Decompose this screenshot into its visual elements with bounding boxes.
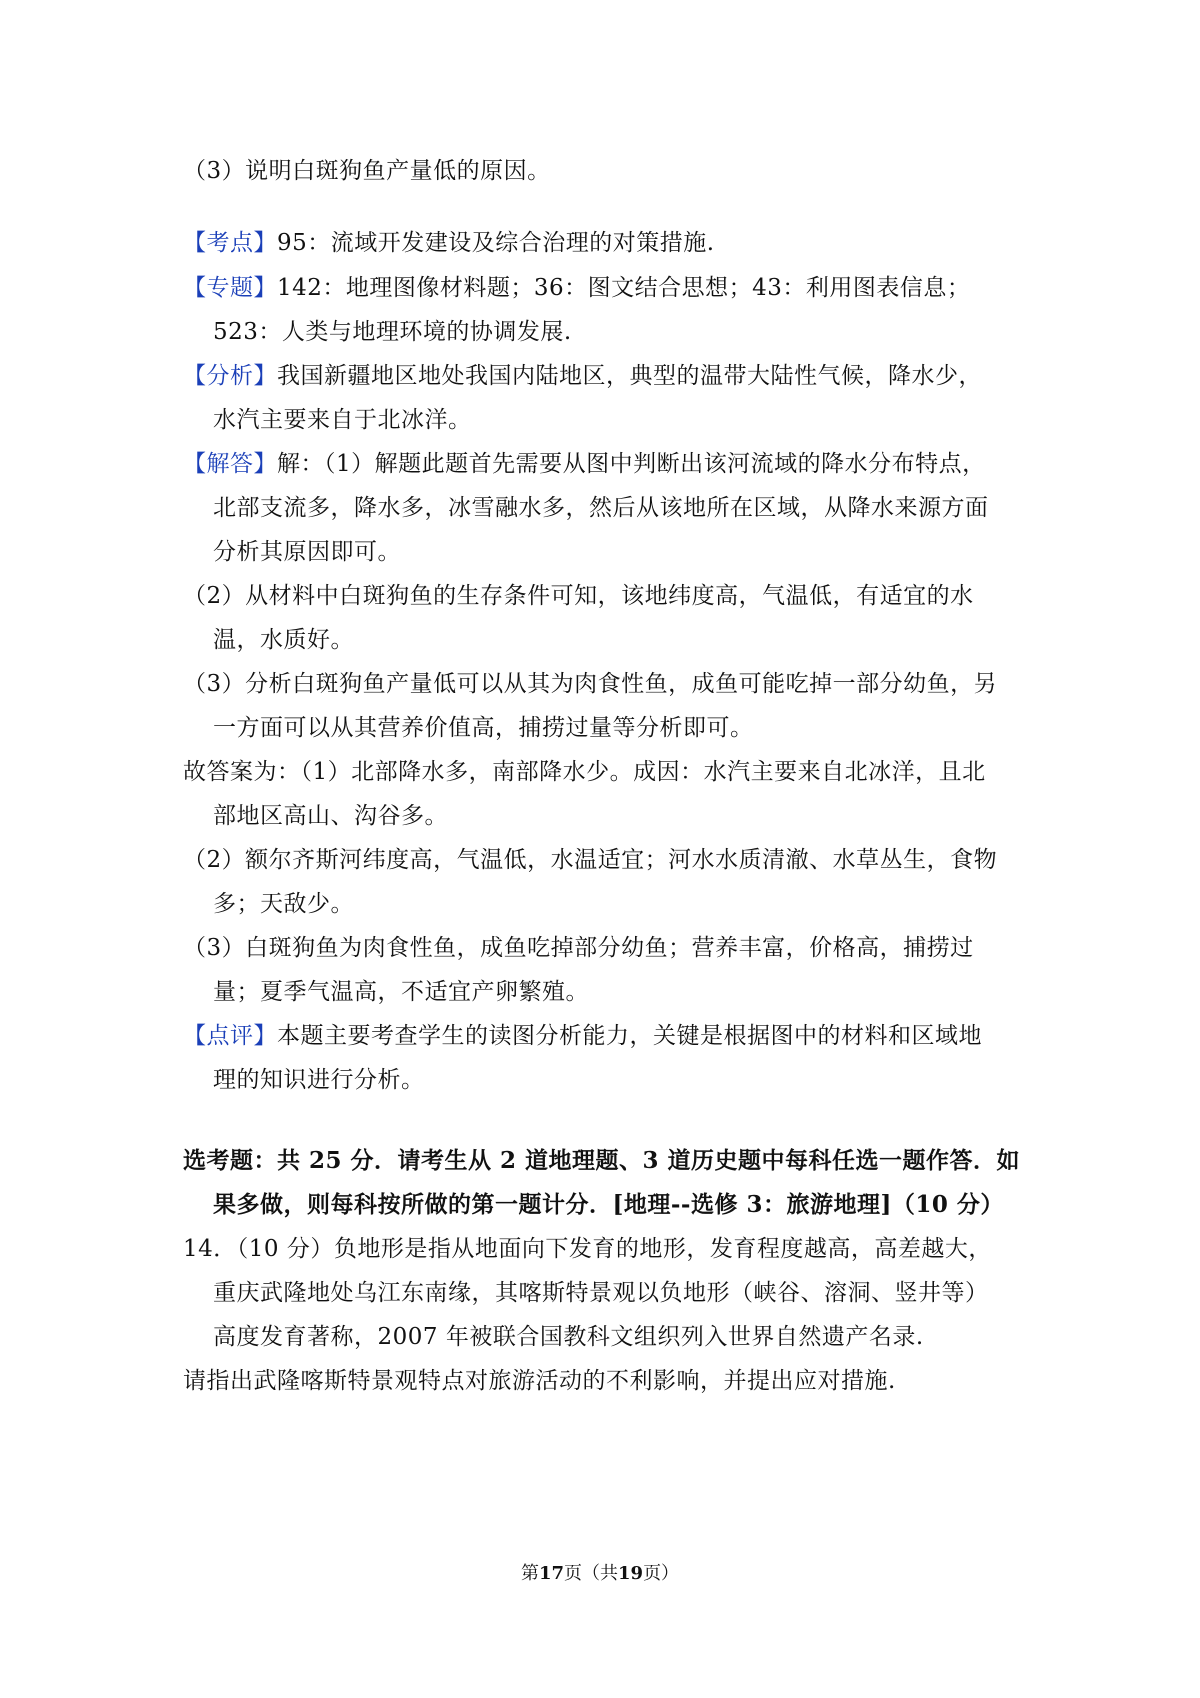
fenxi-line2: 水汽主要来自于北冰洋。	[213, 407, 472, 433]
jieda-p3-line2: 一方面可以从其营养价值高，捕捞过量等分析即可。	[213, 715, 754, 741]
section-heading-line2: 果多做，则每科按所做的第一题计分．[地理--选修 3：旅游地理]（10 分）	[213, 1191, 1004, 1218]
q14-line4: 请指出武隆喀斯特景观特点对旅游活动的不利影响，并提出应对措施.	[183, 1368, 896, 1394]
zhuanti-text1: 142：地理图像材料题；36：图文结合思想；43：利用图表信息；	[277, 275, 971, 301]
q14-line1: 14．（10 分）负地形是指从地面向下发育的地形，发育程度越高，高差越大，	[183, 1236, 992, 1262]
question-part3: （3）说明白斑狗鱼产量低的原因。	[183, 158, 551, 184]
jieda-text1: 解：（1）解题此题首先需要从图中判断出该河流域的降水分布特点，	[277, 451, 986, 477]
footer-prefix: 第	[520, 1563, 539, 1584]
dianping-tag: 【点评】	[183, 1023, 277, 1049]
kaodian-text: 95：流域开发建设及综合治理的对策措施.	[277, 230, 715, 256]
answer-a2-line2: 多；天敌少。	[213, 891, 354, 917]
answer-a3-line1: （3）白斑狗鱼为肉食性鱼，成鱼吃掉部分幼鱼；营养丰富，价格高，捕捞过	[183, 935, 974, 961]
jieda-tag: 【解答】	[183, 451, 277, 477]
answer-a1-line2: 部地区高山、沟谷多。	[213, 803, 448, 829]
zhuanti-tag: 【专题】	[183, 275, 277, 301]
answer-a2-line1: （2）额尔齐斯河纬度高，气温低，水温适宜；河水水质清澈、水草丛生，食物	[183, 847, 998, 873]
answer-a3-line2: 量；夏季气温高，不适宜产卵繁殖。	[213, 979, 589, 1005]
footer-suffix: 页）	[643, 1563, 680, 1584]
jieda-p2-line2: 温，水质好。	[213, 627, 354, 653]
kaodian-tag: 【考点】	[183, 230, 277, 256]
footer-middle: 页（共	[564, 1563, 618, 1584]
jieda-p2-line1: （2）从材料中白斑狗鱼的生存条件可知，该地纬度高，气温低，有适宜的水	[183, 583, 974, 609]
jieda-line3: 分析其原因即可。	[213, 539, 401, 565]
dianping-line1	[183, 1020, 1023, 1052]
footer-page-number: 17	[538, 1563, 564, 1584]
jieda-line2: 北部支流多，降水多，冰雪融水多，然后从该地所在区域，从降水来源方面	[213, 495, 989, 521]
dianping-text1: 本题主要考查学生的读图分析能力，关键是根据图中的材料和区域地	[277, 1023, 982, 1049]
jieda-line1	[183, 448, 1023, 480]
page-footer	[0, 1562, 1200, 1586]
jieda-p3-line1: （3）分析白斑狗鱼产量低可以从其为肉食性鱼，成鱼可能吃掉一部分幼鱼，另	[183, 671, 998, 697]
zhuanti-line1	[183, 272, 1023, 304]
dianping-line2: 理的知识进行分析。	[213, 1067, 425, 1093]
answer-a1-line1: 故答案为：（1）北部降水多，南部降水少。成因：水汽主要来自北冰洋，且北	[183, 759, 986, 785]
fenxi-tag: 【分析】	[183, 363, 277, 389]
q14-line2: 重庆武隆地处乌江东南缘，其喀斯特景观以负地形（峡谷、溶洞、竖井等）	[213, 1280, 989, 1306]
kaodian-line	[183, 227, 1023, 259]
zhuanti-line2: 523：人类与地理环境的协调发展.	[213, 319, 572, 345]
fenxi-text1: 我国新疆地区地处我国内陆地区，典型的温带大陆性气候，降水少，	[277, 363, 982, 389]
section-heading-line1: 选考题：共 25 分．请考生从 2 道地理题、3 道历史题中每科任选一题作答．如	[183, 1147, 1021, 1174]
footer-total-pages: 19	[618, 1563, 644, 1584]
q14-line3: 高度发育著称，2007 年被联合国教科文组织列入世界自然遗产名录.	[213, 1324, 924, 1350]
fenxi-line1	[183, 360, 1023, 392]
